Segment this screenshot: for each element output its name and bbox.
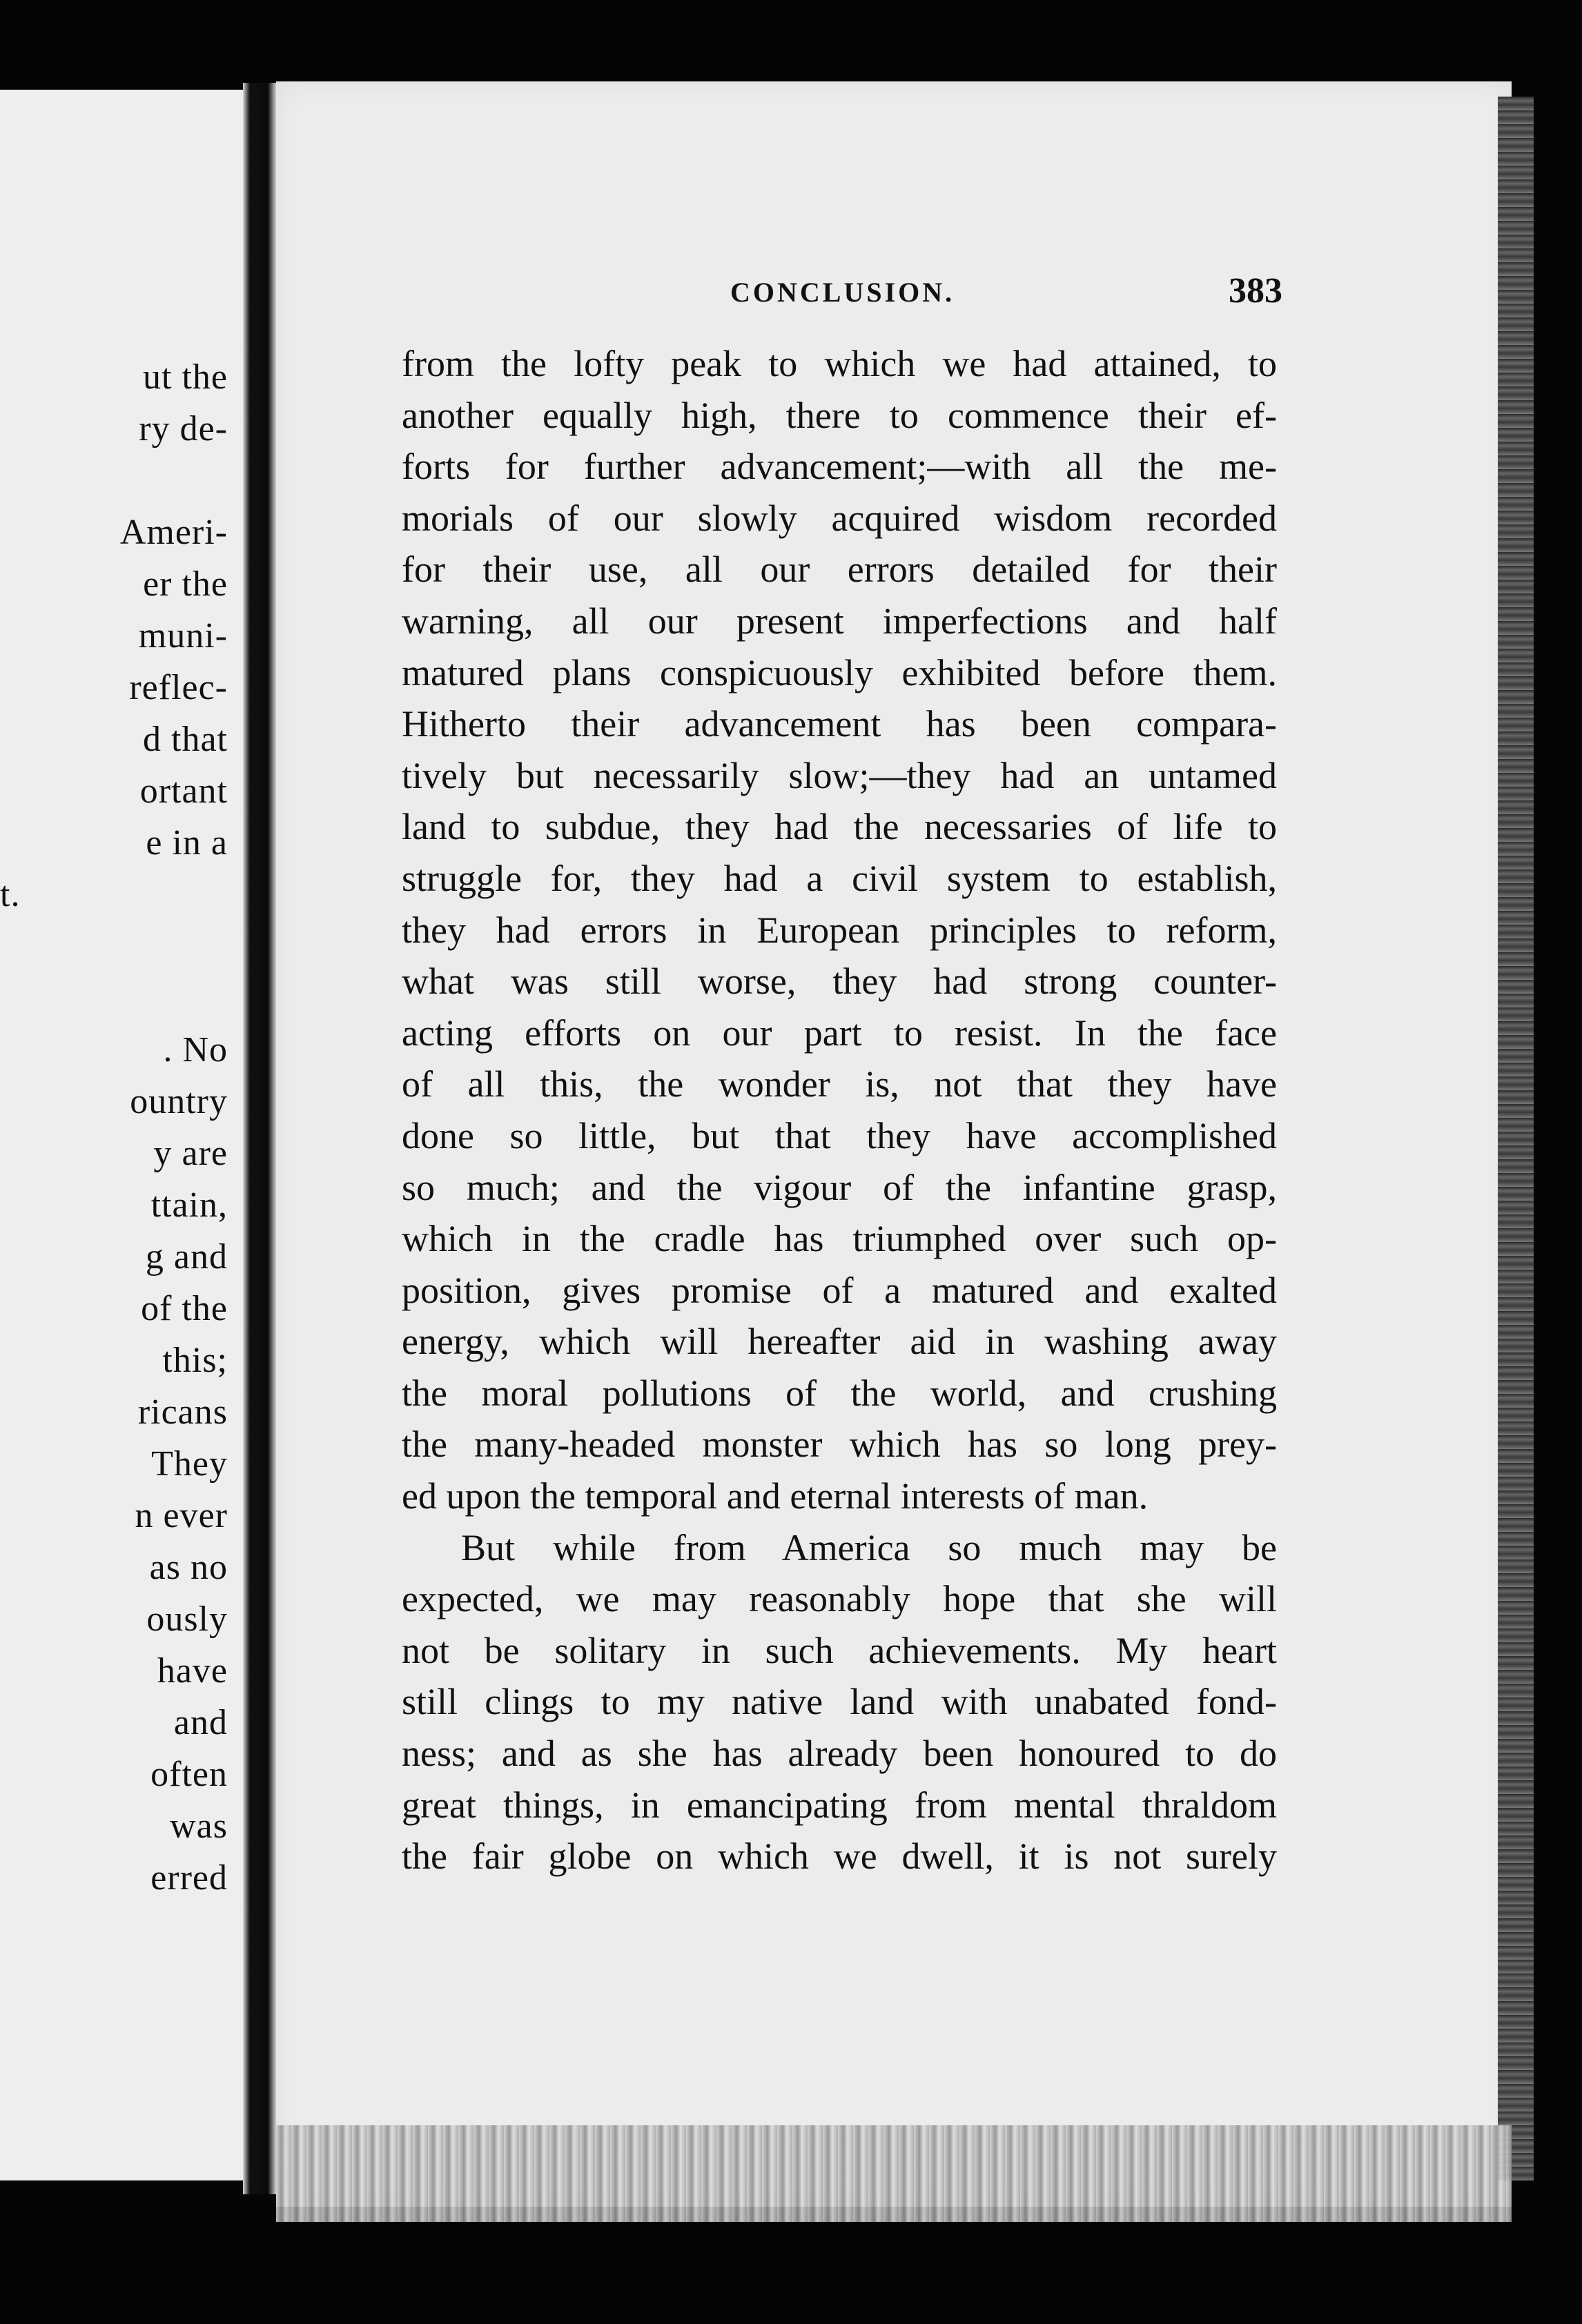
left-page-line: was [170, 1806, 228, 1846]
text-line: not be solitary in such achievements. My heart [402, 1629, 1277, 1671]
left-page-line: ricans [137, 1392, 228, 1432]
text-line: struggle for, they had a civil system to establish, [402, 857, 1277, 899]
text-line: another equally high, there to commence their ef- [402, 394, 1277, 436]
text-line: ness; and as she has already been honoured to do [402, 1733, 1277, 1775]
text-line: position, gives promise of a matured and exalted [402, 1269, 1277, 1311]
body-text [402, 338, 1277, 1882]
left-page-line: n ever [135, 1496, 228, 1535]
left-page-line: y are [153, 1134, 228, 1173]
text-line: from the lofty peak to which we had attained, to [402, 343, 1277, 384]
text-line: great things, in emancipating from mental thraldom [402, 1784, 1277, 1826]
text-line: acting efforts on our part to resist. In the face [402, 1012, 1277, 1054]
left-page-line: ountry [130, 1082, 228, 1121]
left-page-line: ttain, [150, 1185, 228, 1225]
left-page-line: d that [143, 720, 228, 759]
text-line: tively but necessarily slow;—they had an untamed [402, 754, 1277, 796]
text-line: morials of our slowly acquired wisdom recorded [402, 497, 1277, 539]
left-page-line: ortant [139, 771, 228, 811]
text-line: done so little, but that they have accomplished [402, 1114, 1277, 1156]
left-page-line: muni- [138, 616, 228, 656]
text-line: warning, all our present imperfections and half [402, 600, 1277, 642]
text-line: the many-headed monster which has so long prey- [402, 1424, 1277, 1466]
text-line: of all this, the wonder is, not that they have [402, 1063, 1277, 1105]
left-page-line: . No [163, 1030, 228, 1070]
text-line: the fair globe on which we dwell, it is not surely [402, 1835, 1277, 1878]
text-line: matured plans conspicuously exhibited before them. [402, 651, 1277, 693]
left-page-line: Ameri- [119, 513, 228, 552]
left-page-line: e in a [146, 823, 228, 863]
text-line: expected, we may reasonably hope that she will [402, 1578, 1277, 1620]
left-page-line: this; [162, 1341, 228, 1380]
running-head: CONCLUSION. [730, 277, 955, 308]
text-line: ed upon the temporal and eternal interests of man. [402, 1475, 1149, 1517]
left-page-line: of the [141, 1289, 228, 1328]
book-gutter [243, 83, 276, 2194]
text-line: which in the cradle has triumphed over such op- [402, 1218, 1277, 1260]
left-page-line: and [173, 1703, 228, 1742]
text-line: energy, which will hereafter aid in washing away [402, 1321, 1277, 1363]
left-page-line: t. [0, 875, 21, 914]
left-page-line: g and [145, 1237, 228, 1277]
page-edge [1498, 97, 1534, 2180]
text-line: forts for further advancement;—with all the me- [402, 446, 1277, 488]
left-page-line: They [151, 1444, 228, 1484]
text-line: still clings to my native land with unabated fond- [402, 1681, 1277, 1723]
text-line: so much; and the vigour of the infantine grasp, [402, 1166, 1277, 1208]
left-page-line: reflec- [129, 668, 228, 707]
text-line: the moral pollutions of the world, and crushing [402, 1372, 1277, 1414]
page-bottom-edge [276, 2125, 1512, 2222]
text-line: for their use, all our errors detailed for their [402, 549, 1277, 591]
left-page-line: er the [143, 564, 228, 604]
text-line: Hitherto their advancement has been compara- [402, 703, 1277, 745]
left-page-line: ut the [143, 357, 228, 397]
page-number: 383 [1229, 271, 1282, 311]
left-page-line: have [157, 1651, 228, 1691]
text-line: they had errors in European principles to reform, [402, 909, 1277, 951]
left-page-line: ry de- [139, 409, 228, 449]
left-page-line: erred [150, 1858, 228, 1898]
left-facing-page [0, 90, 243, 2180]
text-line: land to subdue, they had the necessaries of life to [402, 806, 1277, 848]
left-page-line: ously [146, 1599, 228, 1639]
left-page-line: often [150, 1755, 228, 1794]
text-line: what was still worse, they had strong counter- [402, 961, 1277, 1003]
text-line: But while from America so much may be [461, 1526, 1277, 1568]
page-header [730, 271, 1282, 320]
left-page-line: as no [149, 1548, 228, 1587]
